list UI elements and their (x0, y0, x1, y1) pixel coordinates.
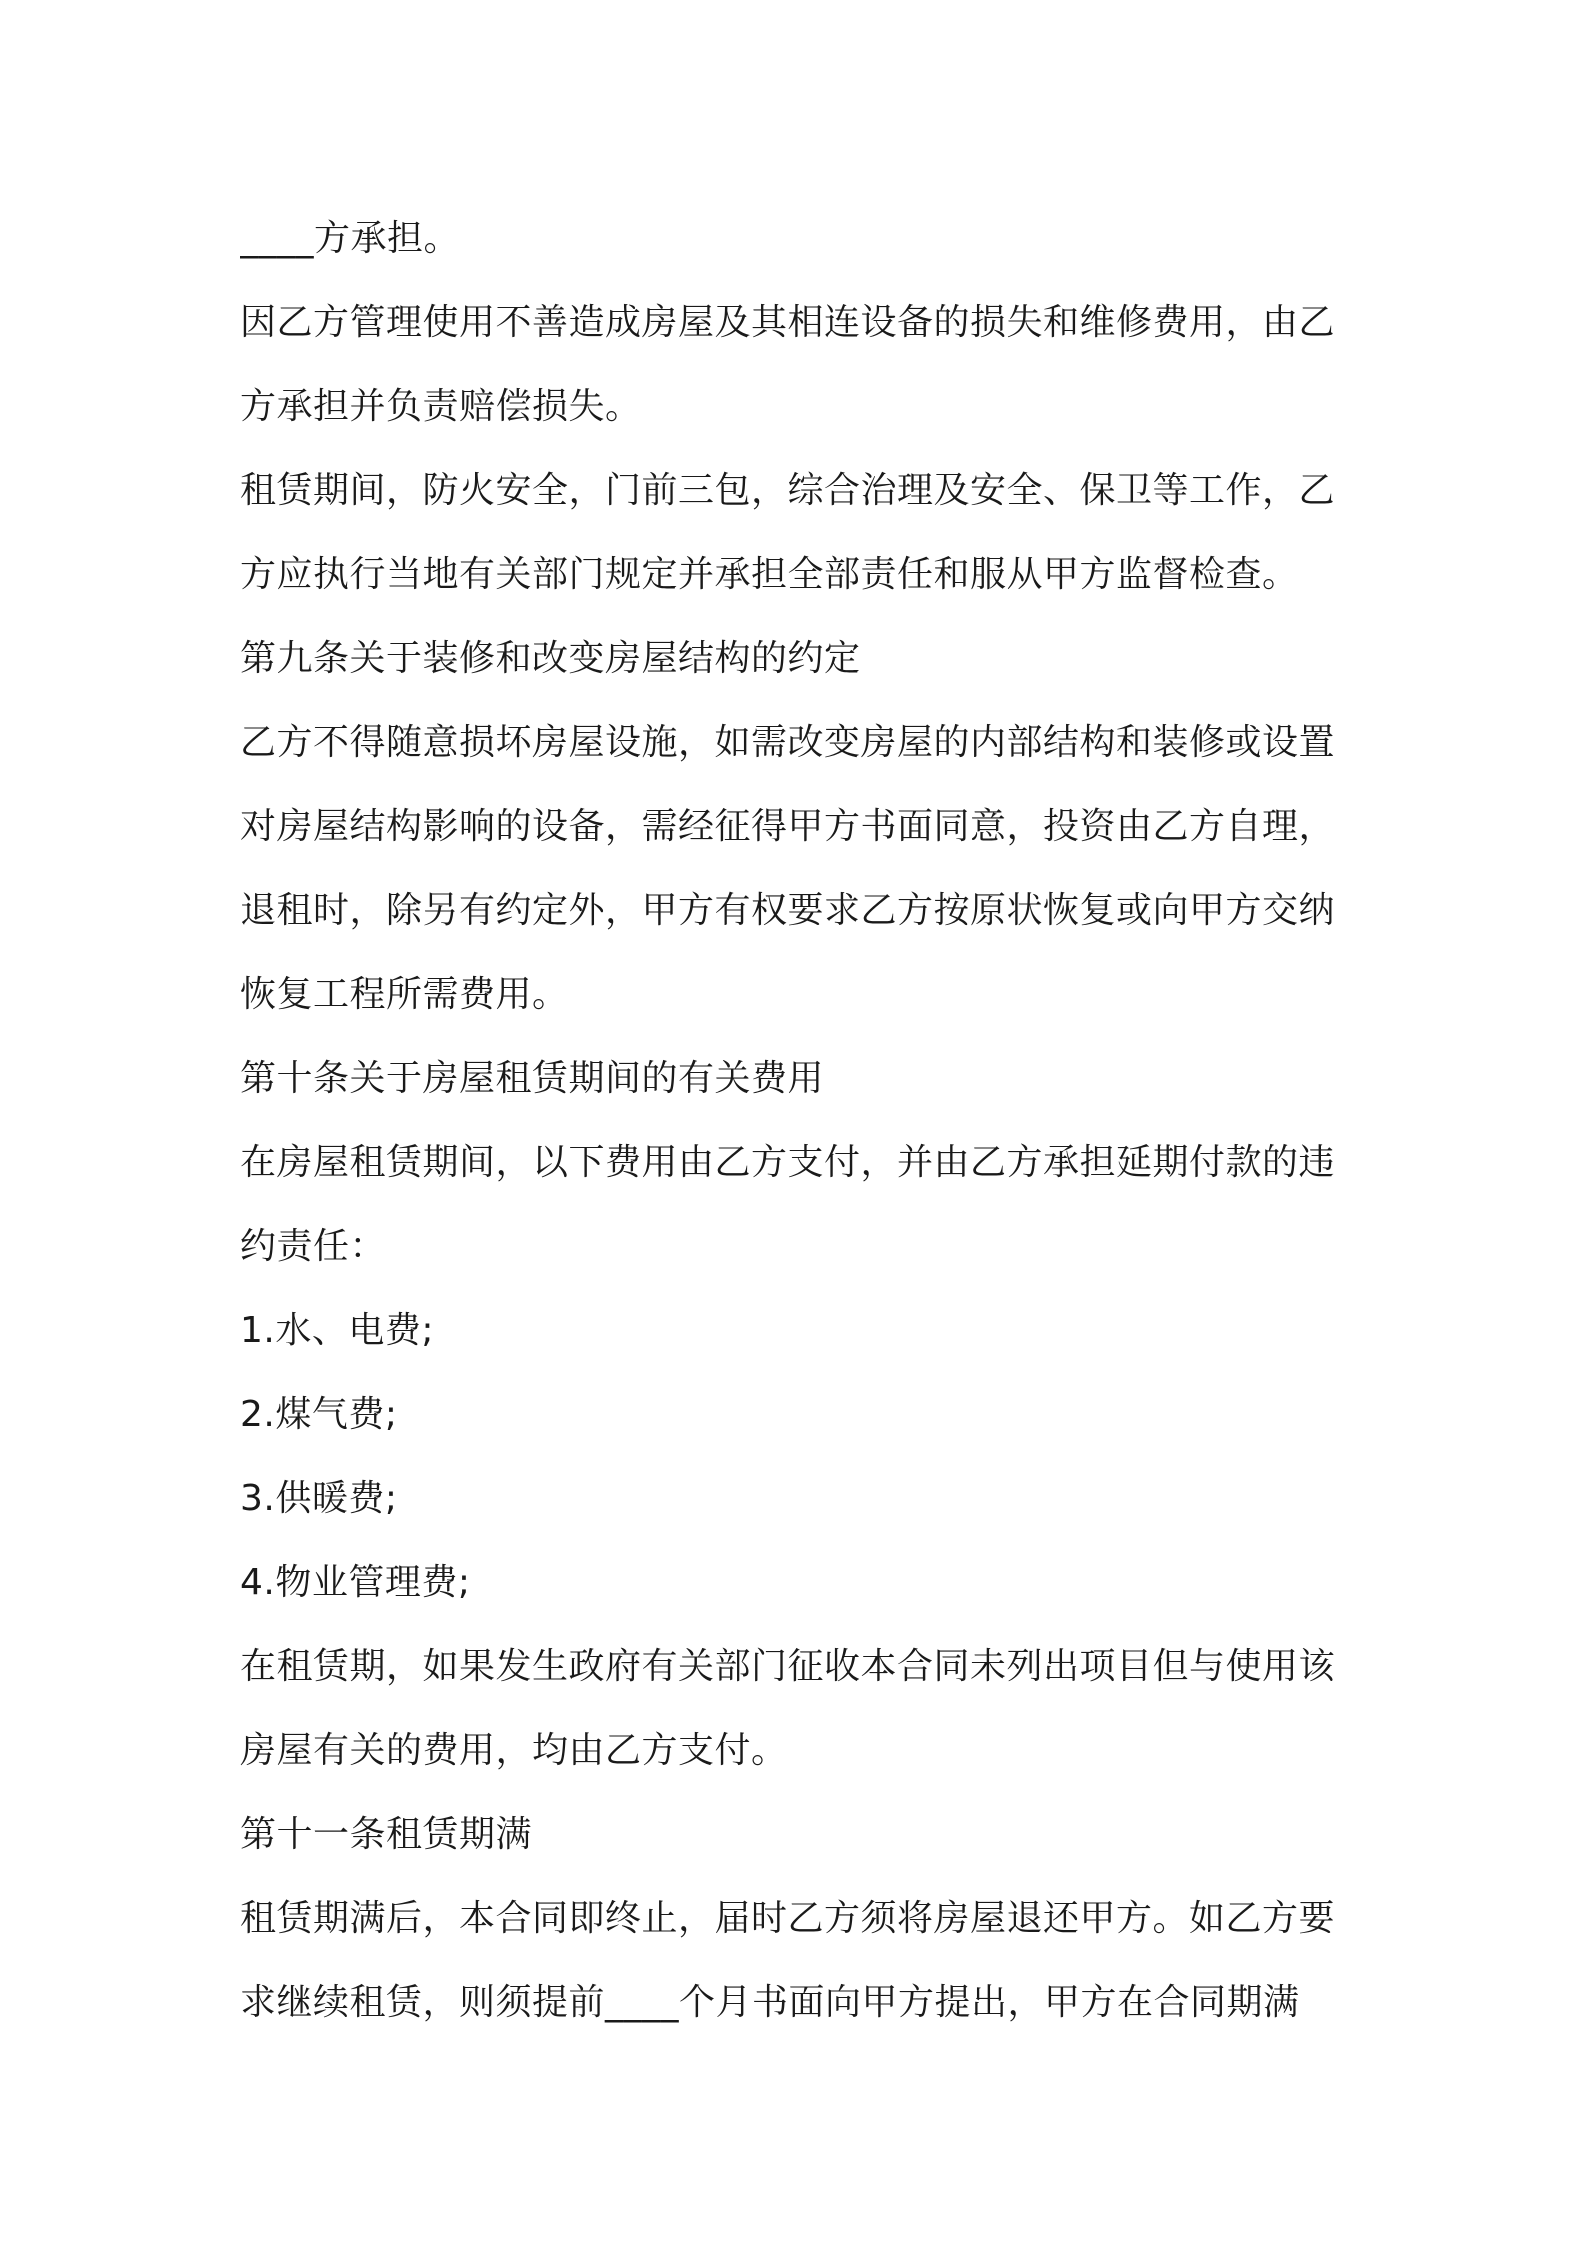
document-body (240, 197, 1360, 2045)
section-heading: 第十条关于房屋租赁期间的有关费用 (240, 1058, 825, 1099)
section-heading: 第十一条租赁期满 (240, 1814, 533, 1855)
text-line: 在房屋租赁期间，以下费用由乙方支付，并由乙方承担延期付款的违 (240, 1142, 1336, 1183)
list-item: 3.供暖费; (240, 1478, 398, 1519)
text-line: 乙方不得随意损坏房屋设施，如需改变房屋的内部结构和装修或设置 (240, 722, 1336, 763)
text-line: 恢复工程所需费用。 (240, 974, 569, 1015)
text-line: 退租时，除另有约定外，甲方有权要求乙方按原状恢复或向甲方交纳 (240, 890, 1336, 931)
section-heading: 第九条关于装修和改变房屋结构的约定 (240, 638, 861, 679)
text-line: 方应执行当地有关部门规定并承担全部责任和服从甲方监督检查。 (240, 554, 1299, 595)
text-line: 房屋有关的费用，均由乙方支付。 (240, 1730, 788, 1771)
text-line: 约责任： (240, 1226, 387, 1267)
text-line: 租赁期间，防火安全，门前三包，综合治理及安全、保卫等工作，乙 (240, 470, 1336, 511)
text-line: 在租赁期，如果发生政府有关部门征收本合同未列出项目但与使用该 (240, 1646, 1336, 1687)
text-line: ____方承担。 (240, 218, 461, 259)
list-item: 2.煤气费; (240, 1394, 398, 1435)
list-item: 1.水、电费; (240, 1310, 434, 1351)
text-line: 方承担并负责赔偿损失。 (240, 386, 642, 427)
text-line: 因乙方管理使用不善造成房屋及其相连设备的损失和维修费用，由乙 (240, 302, 1336, 343)
text-line: 对房屋结构影响的设备，需经征得甲方书面同意，投资由乙方自理， (240, 806, 1336, 847)
text-line: 租赁期满后，本合同即终止，届时乙方须将房屋退还甲方。如乙方要 (240, 1898, 1336, 1939)
text-line: 求继续租赁，则须提前____个月书面向甲方提出，甲方在合同期满 (240, 1982, 1300, 2023)
list-item: 4.物业管理费; (240, 1562, 471, 1603)
